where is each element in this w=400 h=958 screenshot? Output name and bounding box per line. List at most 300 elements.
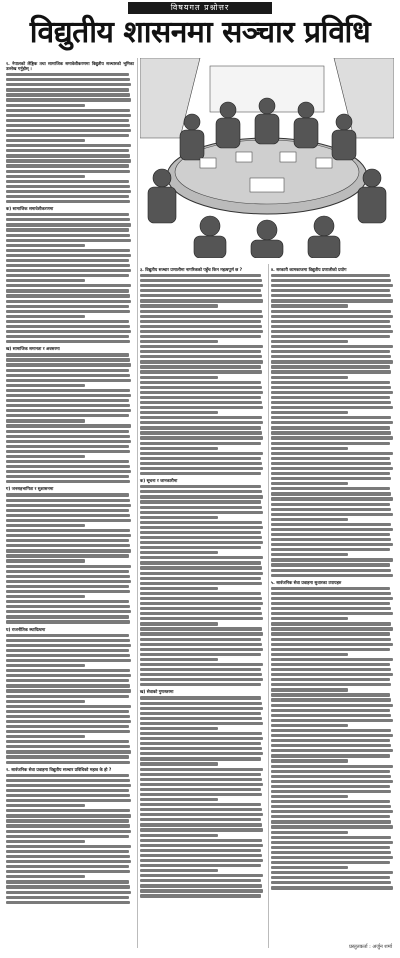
text-line xyxy=(271,350,390,353)
text-line xyxy=(271,462,391,465)
text-line xyxy=(140,668,261,671)
text-line xyxy=(6,379,131,382)
text-line xyxy=(6,865,129,868)
text-line xyxy=(271,523,391,526)
text-line xyxy=(6,720,131,723)
text-line xyxy=(140,551,218,554)
text-line xyxy=(271,569,391,572)
text-line xyxy=(6,735,85,738)
text-line xyxy=(271,320,390,323)
text-line xyxy=(6,679,129,682)
text-line xyxy=(271,274,390,277)
text-line xyxy=(6,674,131,677)
text-line xyxy=(6,430,129,433)
text-line xyxy=(140,386,262,389)
section-heading: ग) जनसहभागिता र सुशासनमा xyxy=(6,486,54,492)
text-line xyxy=(140,722,263,725)
text-line xyxy=(140,752,263,755)
text-line xyxy=(271,668,391,671)
text-line xyxy=(271,592,391,595)
text-line xyxy=(6,223,131,226)
text-line xyxy=(140,778,262,781)
text-line xyxy=(271,780,393,783)
text-line xyxy=(140,360,263,363)
text-line xyxy=(271,563,390,566)
text-line xyxy=(140,516,218,519)
text-line xyxy=(6,369,129,372)
text-line xyxy=(271,370,391,373)
text-line xyxy=(6,499,130,502)
text-line xyxy=(271,653,348,656)
text-line xyxy=(6,435,130,438)
text-line xyxy=(6,880,129,883)
text-line xyxy=(271,775,391,778)
column-separator xyxy=(268,264,269,948)
text-line xyxy=(140,673,262,676)
text-line xyxy=(140,884,262,887)
text-line xyxy=(140,592,261,595)
text-line xyxy=(6,180,129,183)
text-line xyxy=(6,779,130,782)
section-heading: घ) राजनीतिक स्थायित्वमा xyxy=(6,626,46,632)
text-line xyxy=(6,570,129,573)
text-line xyxy=(271,447,348,450)
section-label: विषयगत प्रश्नोत्तर xyxy=(128,2,272,14)
text-line xyxy=(271,279,391,282)
text-line xyxy=(6,249,130,252)
text-line xyxy=(140,768,263,771)
text-line xyxy=(6,419,85,422)
text-line xyxy=(271,861,390,864)
text-line xyxy=(140,859,263,862)
text-line xyxy=(271,627,393,630)
text-line xyxy=(6,814,131,817)
text-line xyxy=(6,445,129,448)
text-line xyxy=(140,274,261,277)
text-line xyxy=(140,602,263,605)
text-line xyxy=(140,757,261,760)
text-line xyxy=(6,575,130,578)
text-line xyxy=(140,365,261,368)
text-line xyxy=(6,175,85,178)
text-line xyxy=(6,269,131,272)
text-line xyxy=(271,497,393,500)
text-line xyxy=(271,457,390,460)
text-line xyxy=(140,803,261,806)
text-line xyxy=(140,556,263,559)
text-line xyxy=(271,401,391,404)
text-line xyxy=(271,452,393,455)
text-line xyxy=(6,384,85,387)
text-line xyxy=(271,416,391,419)
text-line xyxy=(6,689,131,692)
text-line xyxy=(6,358,130,361)
text-line xyxy=(6,600,129,603)
text-line xyxy=(6,200,130,203)
text-line xyxy=(6,509,129,512)
text-line xyxy=(140,813,263,816)
text-line xyxy=(271,538,391,541)
text-line xyxy=(271,836,391,839)
text-line xyxy=(6,139,85,142)
text-line xyxy=(271,638,391,641)
text-line xyxy=(271,622,391,625)
text-line xyxy=(6,363,131,366)
text-line xyxy=(271,815,390,818)
text-line xyxy=(6,73,129,76)
text-line xyxy=(271,335,390,338)
text-line xyxy=(6,590,130,593)
text-line xyxy=(140,864,261,867)
text-line xyxy=(6,891,131,894)
section-heading: ख) सामाजिक समानता र अवसरमा xyxy=(6,346,60,352)
text-line xyxy=(271,558,393,561)
text-line xyxy=(271,426,390,429)
text-line xyxy=(6,794,130,797)
text-line xyxy=(6,234,130,237)
text-line xyxy=(271,856,393,859)
text-line xyxy=(271,886,393,889)
text-line xyxy=(271,749,393,752)
text-line xyxy=(6,259,129,262)
section-heading: १. नेपालको लैङ्गिक तथा सामाजिक समावेशीकरणमा विद्युतीय सञ्चारको भूमिका उल्लेख गर्नुहोस् । xyxy=(6,61,134,72)
text-line xyxy=(271,673,393,676)
text-line xyxy=(140,467,263,470)
text-line xyxy=(271,648,390,651)
text-line xyxy=(140,572,263,575)
text-line xyxy=(6,595,85,598)
text-line xyxy=(140,607,261,610)
text-line xyxy=(6,634,129,637)
text-line xyxy=(140,808,262,811)
text-line xyxy=(140,376,218,379)
text-line xyxy=(6,83,131,86)
text-line xyxy=(6,190,131,193)
text-line xyxy=(140,421,263,424)
text-line xyxy=(271,658,393,661)
text-line xyxy=(271,381,390,384)
text-line xyxy=(6,809,130,812)
text-line xyxy=(140,355,262,358)
text-line xyxy=(6,104,85,107)
text-line xyxy=(271,871,393,874)
text-line xyxy=(140,299,263,302)
section-heading: ख) सेवाको गुणस्तरमा xyxy=(140,689,174,695)
text-line xyxy=(6,294,130,297)
text-line xyxy=(140,762,218,765)
text-line xyxy=(271,340,348,343)
text-line xyxy=(140,426,261,429)
text-line xyxy=(6,195,129,198)
text-line xyxy=(140,381,261,384)
text-line xyxy=(6,149,129,152)
text-line xyxy=(271,759,348,762)
article-column-3 xyxy=(271,264,395,948)
text-line xyxy=(140,653,261,656)
text-line xyxy=(140,707,263,710)
text-line xyxy=(140,828,263,831)
text-line xyxy=(271,518,348,521)
section-heading: ५. सार्वजनिक सेवा प्रवाहमा सुधारका उपायहरु xyxy=(271,579,342,585)
text-line xyxy=(140,500,261,503)
text-line xyxy=(6,330,131,333)
text-line xyxy=(140,289,261,292)
text-line xyxy=(6,750,131,753)
text-line xyxy=(140,566,262,569)
text-line xyxy=(271,503,390,506)
text-line xyxy=(271,574,393,577)
text-line xyxy=(140,411,218,414)
text-line xyxy=(6,389,130,392)
text-line xyxy=(271,729,391,732)
text-line xyxy=(271,810,393,813)
text-line xyxy=(271,790,391,793)
text-line xyxy=(271,304,348,307)
text-line xyxy=(6,159,131,162)
text-line xyxy=(271,406,393,409)
text-line xyxy=(271,800,390,803)
text-line xyxy=(6,784,131,787)
text-line xyxy=(6,399,129,402)
text-line xyxy=(6,605,130,608)
text-line xyxy=(140,511,263,514)
text-line xyxy=(140,632,263,635)
text-line xyxy=(140,854,262,857)
text-line xyxy=(6,740,129,743)
text-line xyxy=(271,467,393,470)
text-line xyxy=(6,414,129,417)
text-line xyxy=(140,490,262,493)
text-line xyxy=(6,239,131,242)
text-line xyxy=(271,739,390,742)
text-line xyxy=(6,455,85,458)
text-line xyxy=(271,663,390,666)
text-line xyxy=(271,587,390,590)
text-line xyxy=(140,521,262,524)
text-line xyxy=(6,170,130,173)
text-line xyxy=(140,485,261,488)
text-line xyxy=(140,442,261,445)
text-line xyxy=(6,409,131,412)
text-line xyxy=(6,835,129,838)
text-line xyxy=(6,644,131,647)
text-line xyxy=(6,470,131,473)
text-line xyxy=(140,436,263,439)
text-line xyxy=(140,742,261,745)
text-line xyxy=(6,700,85,703)
text-line xyxy=(6,659,131,662)
text-line xyxy=(271,365,390,368)
text-line xyxy=(271,876,390,879)
text-line xyxy=(140,678,263,681)
text-line xyxy=(140,737,263,740)
text-line xyxy=(140,536,262,539)
text-line xyxy=(271,513,393,516)
text-line xyxy=(6,669,130,672)
text-line xyxy=(140,612,262,615)
text-line xyxy=(6,353,129,356)
text-line xyxy=(140,727,218,730)
text-line xyxy=(140,874,263,877)
text-line xyxy=(271,482,348,485)
article-column-1 xyxy=(6,58,134,948)
text-line xyxy=(6,725,129,728)
text-line xyxy=(6,404,130,407)
text-line xyxy=(140,818,261,821)
text-line xyxy=(271,688,348,691)
text-line xyxy=(140,396,261,399)
text-line xyxy=(6,460,129,463)
text-line xyxy=(271,612,393,615)
text-line xyxy=(6,565,131,568)
text-line xyxy=(6,310,130,313)
text-line xyxy=(271,709,390,712)
text-line xyxy=(6,119,129,122)
text-line xyxy=(6,819,129,822)
text-line xyxy=(140,370,262,373)
text-line xyxy=(271,693,390,696)
text-line xyxy=(271,719,393,722)
text-line xyxy=(140,350,261,353)
text-line xyxy=(6,559,85,562)
text-line xyxy=(140,849,261,852)
text-line xyxy=(140,773,261,776)
text-line xyxy=(6,98,131,101)
text-line xyxy=(6,244,85,247)
text-line xyxy=(140,844,263,847)
text-line xyxy=(140,627,262,630)
text-line xyxy=(271,299,393,302)
text-line xyxy=(271,825,393,828)
text-line xyxy=(140,783,263,786)
footer-credit: प्रस्तुतकर्ता : अर्जुन शर्मा xyxy=(349,944,392,950)
text-line xyxy=(6,855,130,858)
text-line xyxy=(6,440,131,443)
text-line xyxy=(140,587,218,590)
section-heading: क) सामाजिक समावेशीकरणमा xyxy=(6,206,54,212)
text-line xyxy=(271,714,391,717)
text-line xyxy=(140,294,262,297)
text-line xyxy=(140,788,261,791)
text-line xyxy=(271,770,390,773)
text-line xyxy=(271,597,393,600)
text-line xyxy=(140,452,263,455)
text-line xyxy=(140,495,263,498)
text-line xyxy=(6,144,131,147)
text-line xyxy=(6,274,129,277)
text-line xyxy=(271,704,393,707)
text-line xyxy=(6,493,129,496)
text-line xyxy=(140,325,262,328)
text-line xyxy=(140,663,263,666)
text-line xyxy=(6,424,131,427)
text-line xyxy=(6,213,129,216)
text-line xyxy=(140,834,218,837)
text-line xyxy=(271,643,393,646)
text-line xyxy=(271,360,393,363)
text-line xyxy=(6,374,130,377)
section-heading: ४. सरकारी कामकाजमा विद्युतीय प्रणालीको प्रयोग xyxy=(271,267,347,272)
text-line xyxy=(140,279,262,282)
text-line xyxy=(140,431,262,434)
text-line xyxy=(271,632,390,635)
text-line xyxy=(140,541,263,544)
text-line xyxy=(6,830,131,833)
text-line xyxy=(140,696,261,699)
text-line xyxy=(271,785,390,788)
text-line xyxy=(6,529,130,532)
text-line xyxy=(6,524,85,527)
text-line xyxy=(271,841,393,844)
text-line xyxy=(271,421,393,424)
text-line xyxy=(6,514,130,517)
text-line xyxy=(6,279,85,282)
text-line xyxy=(6,264,130,267)
text-line xyxy=(6,549,131,552)
text-line xyxy=(271,698,391,701)
text-line xyxy=(6,664,85,667)
text-line xyxy=(140,617,263,620)
text-line xyxy=(6,585,129,588)
text-line xyxy=(6,615,129,618)
text-line xyxy=(140,506,262,509)
text-line xyxy=(271,846,390,849)
meeting-illustration xyxy=(140,58,394,258)
text-line xyxy=(6,78,130,81)
text-line xyxy=(6,860,131,863)
text-line xyxy=(140,643,262,646)
text-line xyxy=(6,539,129,542)
text-line xyxy=(271,734,393,737)
text-line xyxy=(6,804,85,807)
text-line xyxy=(140,869,218,872)
text-line xyxy=(6,93,130,96)
text-line xyxy=(6,284,131,287)
text-line xyxy=(140,320,261,323)
text-line xyxy=(6,289,129,292)
text-line xyxy=(6,684,130,687)
text-line xyxy=(140,597,262,600)
text-line xyxy=(6,845,131,848)
text-line xyxy=(140,648,263,651)
text-line xyxy=(271,330,393,333)
text-line xyxy=(271,754,390,757)
column-separator xyxy=(137,58,138,948)
text-line xyxy=(6,901,130,904)
text-line xyxy=(271,355,391,358)
text-line xyxy=(271,765,393,768)
text-line xyxy=(140,582,262,585)
text-line xyxy=(271,553,348,556)
text-line xyxy=(140,345,263,348)
text-line xyxy=(6,340,130,343)
text-line xyxy=(140,284,263,287)
text-line xyxy=(140,732,262,735)
text-line xyxy=(6,649,129,652)
text-line xyxy=(140,391,263,394)
text-line xyxy=(271,851,391,854)
text-line xyxy=(140,457,261,460)
text-line xyxy=(6,885,130,888)
text-line xyxy=(6,320,129,323)
text-line xyxy=(6,254,131,257)
text-line xyxy=(271,820,391,823)
text-line xyxy=(6,875,85,878)
text-line xyxy=(6,840,85,843)
text-line xyxy=(271,492,391,495)
text-line xyxy=(140,472,261,475)
text-line xyxy=(140,406,263,409)
